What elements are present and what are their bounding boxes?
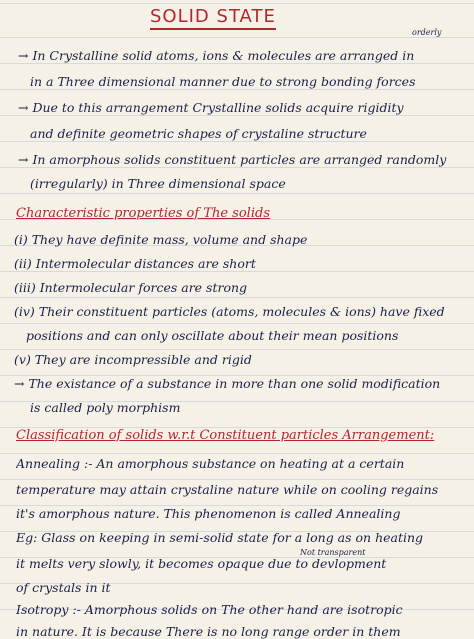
page-title: SOLID STATE: [150, 6, 276, 27]
text-line-20: Eg: Glass on keeping in semi-solid state for a long as on heating: [16, 530, 424, 545]
text-line-22: of crystals in it: [16, 580, 111, 595]
text-line-isotropy: Isotropy :- Amorphous solids on The other hand are isotropic: [16, 602, 403, 617]
section-heading-properties: Characteristic properties of The solids: [16, 206, 270, 221]
text-line-24: in nature. It is because There is no long range order in them: [16, 624, 401, 639]
note-orderly: orderly: [412, 28, 442, 37]
text-line-4: and definite geometric shapes of crystaline structure: [30, 126, 367, 141]
text-line-5: → In amorphous solids constituent particles are arranged randomly: [18, 152, 447, 167]
text-line-9: (ii) Intermolecular distances are short: [14, 256, 256, 271]
note-non-transparent: Not transparent: [300, 548, 366, 557]
text-line-10: (iii) Intermolecular forces are strong: [14, 280, 248, 295]
text-line-11: (iv) Their constituent particles (atoms, molecules & ions) have fixed: [14, 304, 445, 319]
text-line-8: (i) They have definite mass, volume and shape: [14, 232, 308, 247]
text-line-3: → Due to this arrangement Crystalline solids acquire rigidity: [18, 100, 404, 115]
text-line-14: → The existance of a substance in more than one solid modification: [14, 376, 441, 391]
text-line-1: → In Crystalline solid atoms, ions & molecules are arranged in: [18, 48, 415, 63]
text-line-2: in a Three dimensional manner due to strong bonding forces: [30, 74, 416, 89]
text-line-13: (v) They are incompressible and rigid: [14, 352, 252, 367]
text-line-18: temperature may attain crystaline nature while on cooling regains: [16, 482, 439, 497]
text-line-annealing: Annealing :- An amorphous substance on heating at a certain: [16, 456, 405, 471]
text-line-12: positions and can only oscillate about their mean positions: [26, 328, 399, 343]
text-line-19: it's amorphous nature. This phenomenon is called Annealing: [16, 506, 401, 521]
text-line-15: is called poly morphism: [30, 400, 181, 415]
text-line-6: (irregularly) in Three dimensional space: [30, 176, 286, 191]
text-line-21: it melts very slowly, it becomes opaque due to devlopment: [16, 556, 387, 571]
section-heading-classification: Classification of solids w.r.t Constituent particles Arrangement:: [16, 428, 435, 443]
